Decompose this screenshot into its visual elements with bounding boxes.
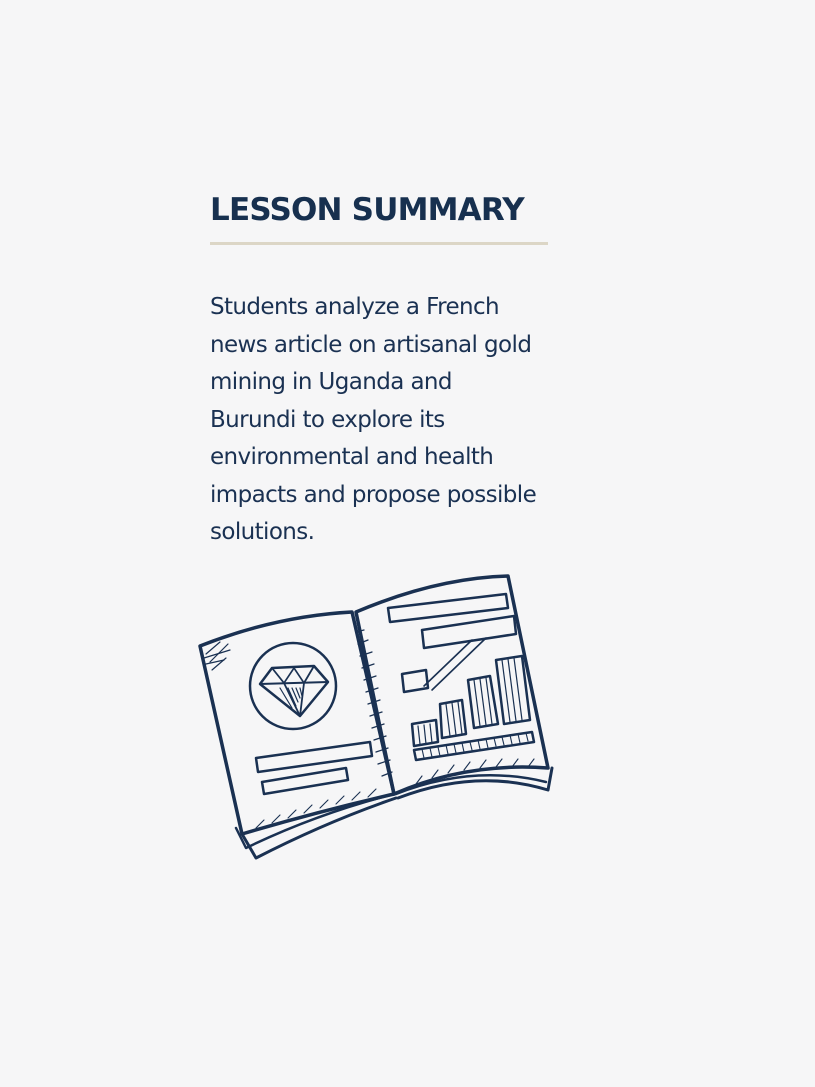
open-magazine-icon	[196, 572, 560, 864]
heading-divider	[210, 242, 548, 245]
lesson-summary-card	[210, 188, 550, 552]
lesson-summary-heading: LESSON SUMMARY	[210, 192, 524, 228]
lesson-summary-text: Students analyze a French news article on artisanal gold mining in Uganda and Burundi to explore its environmental and health impacts and propose possible solutions.	[210, 294, 537, 545]
